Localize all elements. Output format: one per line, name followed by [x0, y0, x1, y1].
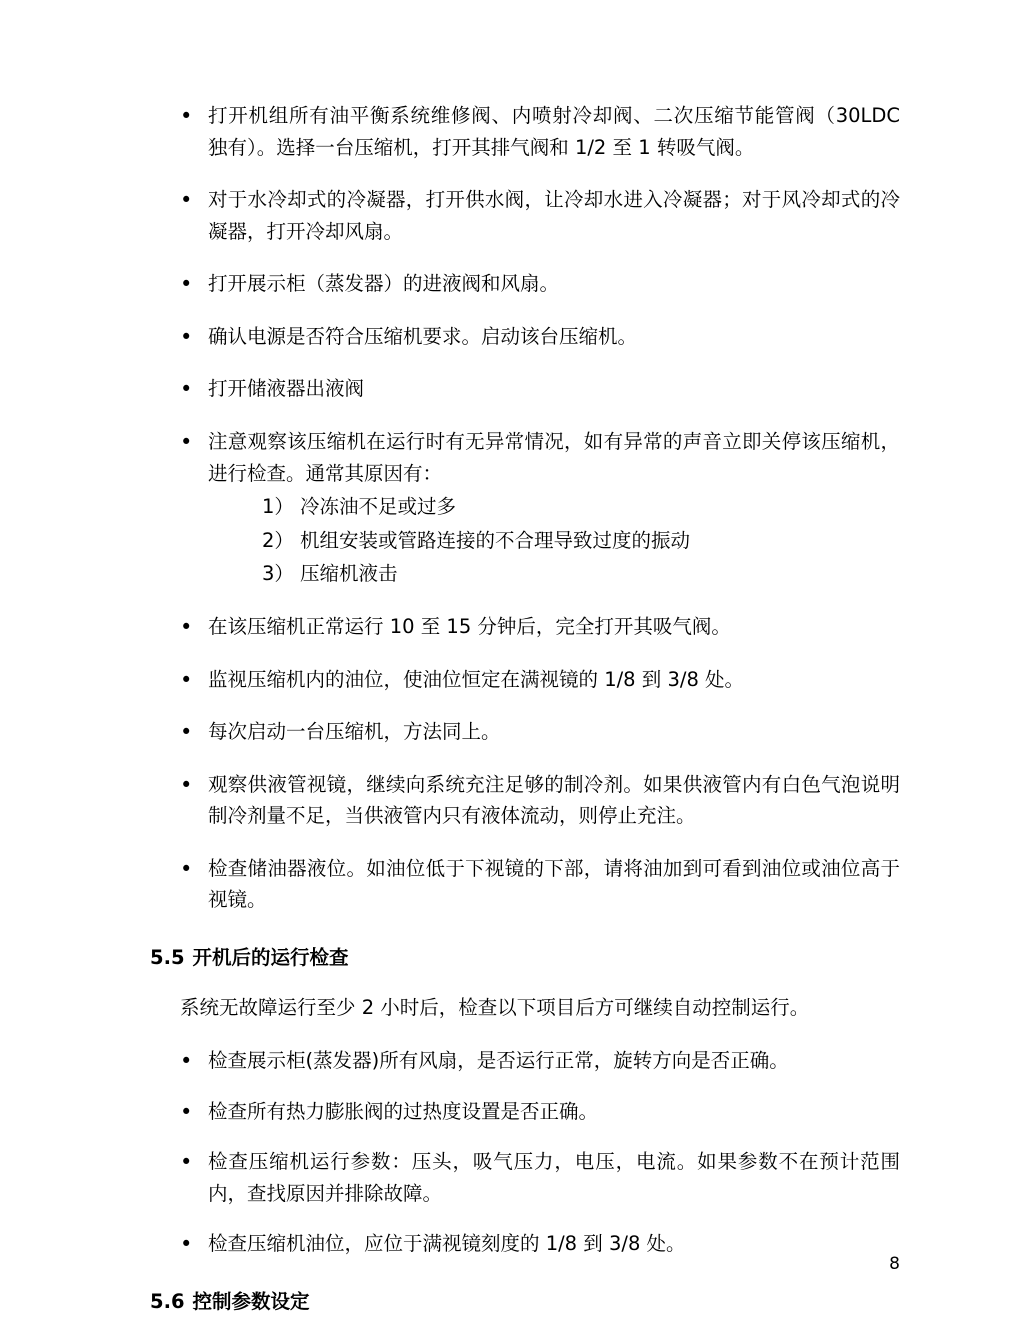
list-item-text: • 打开展示柜（蒸发器）的进液阀和风扇。 [208, 272, 560, 296]
section-heading-5-5 [150, 942, 900, 974]
list-item-text: • 确认电源是否符合压缩机要求。启动该台压缩机。 [208, 324, 638, 348]
list-item-text: • 检查压缩机运行参数：压头，吸气压力，电压，电流。如果参数不在预计范围内，查找原因并排除故障。 [208, 1150, 900, 1205]
sub-list-item-text: 压缩机液击 [300, 562, 398, 586]
sub-list-item [208, 525, 900, 557]
list-item [150, 1146, 900, 1209]
sub-list-item-number: 1） [262, 495, 294, 519]
sub-list-item [208, 491, 900, 523]
list-item [150, 426, 900, 590]
document-body [150, 100, 900, 1318]
list-item-text: • 监视压缩机内的油位，使油位恒定在满视镜的 1/8 到 3/8 处。 [208, 667, 745, 691]
list-item [150, 373, 900, 405]
list-item [150, 321, 900, 353]
list-item [150, 1228, 900, 1260]
list-item-text: • 观察供液管视镜，继续向系统充注足够的制冷剂。如果供液管内有白色气泡说明制冷剂量不足，当供液管内只有液体流动，则停止充注。 [208, 772, 900, 828]
list-item-text: • 打开机组所有油平衡系统维修阀、内喷射冷却阀、二次压缩节能管阀（30LDC 独有）。选择一台压缩机，打开其排气阀和 1/2 至 1 转吸气阀。 [208, 104, 900, 159]
sub-list-item-text: 冷冻油不足或过多 [300, 495, 457, 519]
list-item [150, 853, 900, 916]
procedure-list-checks [150, 1045, 900, 1260]
list-item [150, 184, 900, 247]
list-item-text: • 对于水冷却式的冷凝器，打开供水阀，让冷却水进入冷凝器；对于风冷却式的冷凝器，打开冷却风扇。 [208, 188, 900, 243]
sub-list-item [208, 558, 900, 590]
section-number: 5.6 [150, 1290, 185, 1314]
list-item [150, 611, 900, 643]
list-item-text: • 检查储油器液位。如油位低于下视镜的下部，请将油加到可看到油位或油位高于视镜。 [208, 856, 900, 912]
sub-list-item-number: 3） [262, 562, 294, 586]
list-item-text: • 打开储液器出液阀 [208, 377, 365, 401]
list-item [150, 268, 900, 300]
section-title: 控制参数设定 [192, 1290, 310, 1314]
list-item [150, 716, 900, 748]
list-item-text: • 每次启动一台压缩机，方法同上。 [208, 720, 501, 744]
section-number: 5.5 [150, 945, 185, 969]
list-item-text: • 在该压缩机正常运行 10 至 15 分钟后，完全打开其吸气阀。 [208, 614, 731, 638]
sub-list-item-number: 2） [262, 528, 294, 552]
procedure-list-startup [150, 100, 900, 916]
list-item [150, 100, 900, 163]
section-heading-5-6 [150, 1286, 900, 1318]
sub-list-causes [208, 491, 900, 590]
list-item [150, 1045, 900, 1077]
sub-list-item-text: 机组安装或管路连接的不合理导致过度的振动 [300, 528, 691, 552]
list-item [150, 1096, 900, 1128]
list-item [150, 664, 900, 696]
page-number: 8 [889, 1254, 900, 1274]
section-title: 开机后的运行检查 [192, 945, 349, 969]
section-intro-paragraph: 系统无故障运行至少 2 小时后，检查以下项目后方可继续自动控制运行。 [180, 995, 810, 1019]
list-item-text: • 检查压缩机油位，应位于满视镜刻度的 1/8 到 3/8 处。 [208, 1232, 686, 1256]
list-item-text: • 检查所有热力膨胀阀的过热度设置是否正确。 [208, 1099, 599, 1123]
list-item [150, 769, 900, 832]
list-item-text: • 注意观察该压缩机在运行时有无异常情况，如有异常的声音立即关停该压缩机，进行检查。通常其原因有： [208, 430, 900, 485]
list-item-text: • 检查展示柜(蒸发器)所有风扇，是否运行正常，旋转方向是否正确。 [208, 1049, 789, 1073]
